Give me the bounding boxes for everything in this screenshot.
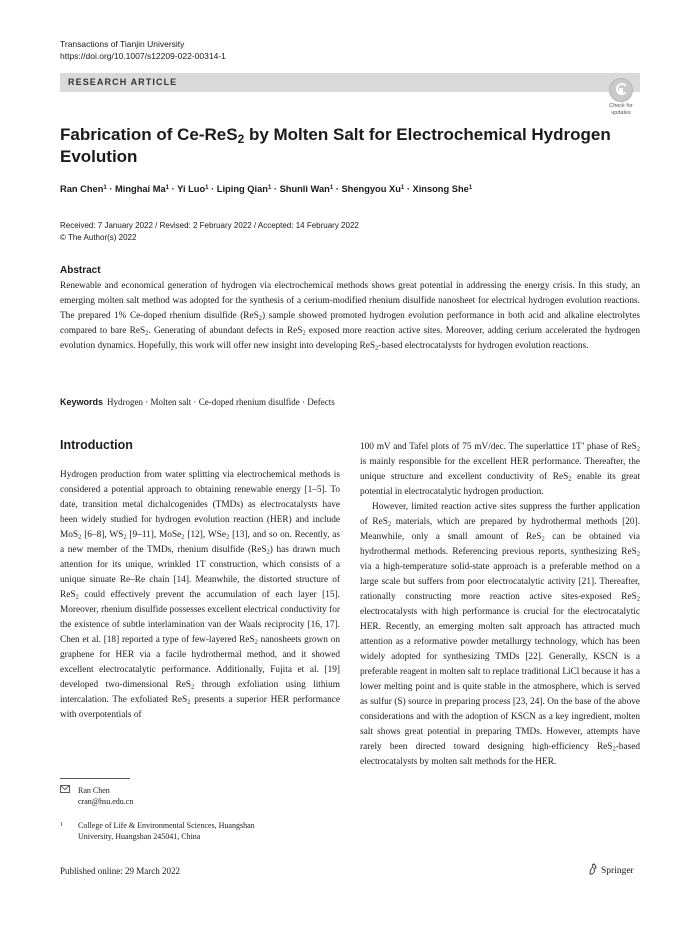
introduction-right-column bbox=[360, 440, 640, 770]
envelope-icon bbox=[60, 785, 72, 796]
doi-link[interactable]: https://doi.org/10.1007/s12209-022-00314-1 bbox=[60, 51, 226, 61]
intro-paragraph: Hydrogen production from water splitting via electrochemical methods is considered a potential approach to obtaining renewable energy [1–5]. To date, transition metal dichalcogenides (TMDs) as electrocatalysts have been widely studied for hydrogen evolution reaction (HER) and include MoS$_2$ [6–8], $WS_2$ [9–11], MoSe$_2$ [12], WSe$_2$ [13], and so on. Recently, as a new member of the TMDs, rhenium disulfide (ReS$_2$) has drawn much attention for its unique, wrinkled 1T construction, which consists of a unique sinuate Re–Re chain [14]. Meanwhile, the distorted structure of ReS$_2$ could effectively prevent the accumulation of each layer [15]. Moreover, rhenium disulfide possesses excellent electrical conductivity for the existence of subtle interlamination van der Waals reciprocity [16, 17]. Chen et al. [18] reported a type of few-layered ReS$_2$ nanosheets grown on graphene for HER via a facile hydrothermal method, and it showed excellent electrocatalytic performance. Additionally, Fujita et al. [19] developed two-dimensional ReS$_2$ through exfoliation using lithium intercalation. The exfoliated ReS$_2$ presents a superior HER performance with overpotentials of bbox=[60, 470, 341, 720]
article-type-banner bbox=[60, 73, 640, 92]
introduction-heading: Introduction bbox=[60, 438, 133, 452]
author-name[interactable]: Minghai Ma bbox=[115, 184, 166, 194]
introduction-left-column bbox=[60, 468, 340, 723]
history-dates: Received: 7 January 2022 / Revised: 2 February 2022 / Accepted: 14 February 2022 bbox=[60, 221, 359, 230]
intro-paragraph: However, limited reaction active sites suppress the further application of ReS$_2$ materials, which are prepared by hydrothermal methods [20]. Meanwhile, only a small amount of ReS$_2$ can be obtained via hydrothermal methods. Referencing previous reports, synthesizing ReS$_2$ via a high-temperature solid-state approach is a preferable method on a large scale but suffers from poor electrocatalytic activity [21]. Thereafter, rationally constructing more reaction active sites-exposed ReS$_2$ electrocatalysts with high performance is crucial for the electrocatalytic HER. Recently, an emerging molten salt approach has attracted much attention as a reformative powder metallurgy technology, which has been widely adopted for synthesizing TMDs [22]. Generally, KSCN is a preferable reagent in molten salt to replace traditional LiCl because it has a lower melting point and is quite stable in the atmosphere, which is served as sulfur (S) source in preparing process [23, 24]. On the base of the above considerations and with the adoption of KSCN as a key ingredient, molten salt shows great potential in preparing TMDs. However, attempts have rarely been directed toward designing high-efficiency ReS$_2$-based electrocatalysts by molten salt methods for the HER. bbox=[360, 502, 640, 767]
corresponding-author-email[interactable]: cran@hsu.edu.cn bbox=[78, 797, 134, 806]
journal-name: Transactions of Tianjin University bbox=[60, 39, 185, 49]
check-for-updates-button[interactable] bbox=[604, 78, 638, 116]
article-type-label: RESEARCH ARTICLE bbox=[68, 77, 178, 87]
intro-paragraph: 100 mV and Tafel plots of 75 mV/dec. The superlattice 1T’ phase of ReS$_2$ is mainly responsible for the excellent HER performance. Thereafter, the unique structure and excellent conductivity of ReS$_2$ enable its great potential in electrocatalytic hydrogen production. bbox=[360, 442, 640, 497]
author-list: Ran Chen$^1$ · Minghai $Ma^1 \cdot Yi$ Luo$^1$ · Liping Qian$^1$ · Shunli Wan$^1$ · Shengyou $Xu^1$ · Xinsong She$^1$ bbox=[60, 184, 473, 194]
keywords-label: Keywords bbox=[60, 397, 104, 407]
check-updates-icon bbox=[609, 78, 633, 102]
author-name[interactable]: Shunli Wan bbox=[279, 184, 330, 194]
author-name[interactable]: Xinsong She bbox=[412, 184, 469, 194]
affiliation-note: 1 College of Life & Environmental Sciences, Huangshan University, Huangshan 245041, China bbox=[60, 821, 255, 841]
author-name[interactable]: Liping Qian bbox=[216, 184, 268, 194]
affiliation-mark: 1 bbox=[60, 822, 63, 828]
footnote-divider bbox=[60, 778, 130, 779]
abstract-text: Renewable and economical generation of hydrogen via electrochemical methods shows great potential in addressing the energy crisis. In this study, an emerging molten salt method was adopted for the synthesis of a cerium-modified rhenium disulfide nanosheet for electrical hydrogen evolution reactions. The prepared 1% Ce-doped rhenium disulfide (ReS$_2$) sample showed promoted hydrogen evolution performance in both acid and alkaline electrolytes compared to bare ReS$_2$. Generating of abundant defects in ReS$_2$ exposed more reaction active sites. Moreover, adding cerium accelerated the hydrogen evolution dynamics. Hopefully, this work will offer new insight into developing ReS$_2$-based electrocatalysts for hydrogen evolution reactions. bbox=[60, 281, 641, 352]
copyright: © The Author(s) 2022 bbox=[60, 233, 137, 242]
author-name[interactable]: Shengyou Xu bbox=[341, 184, 401, 194]
author-name[interactable]: Ran Chen bbox=[60, 184, 104, 194]
check-updates-text: Check for updates bbox=[609, 103, 633, 116]
publisher-logo bbox=[588, 863, 634, 876]
published-online: Published online: 29 March 2022 bbox=[60, 866, 180, 876]
article-title: Fabrication of Ce-ReS$_2$ by Molten Salt for Electrochemical Hydrogen Evolution bbox=[60, 125, 611, 166]
article-dates bbox=[60, 220, 359, 244]
springer-horse-icon bbox=[588, 863, 598, 875]
keywords bbox=[60, 397, 335, 407]
corresponding-author-name: Ran Chen bbox=[78, 786, 110, 795]
publisher-name: Springer bbox=[601, 866, 634, 876]
corresponding-author-note bbox=[60, 785, 133, 807]
author-name[interactable]: Yi Luo bbox=[177, 184, 206, 194]
journal-header bbox=[60, 38, 226, 62]
abstract-heading: Abstract bbox=[60, 265, 101, 276]
keywords-list: Hydrogen · Molten salt · Ce-doped rhenium disulfide · Defects bbox=[107, 397, 335, 407]
